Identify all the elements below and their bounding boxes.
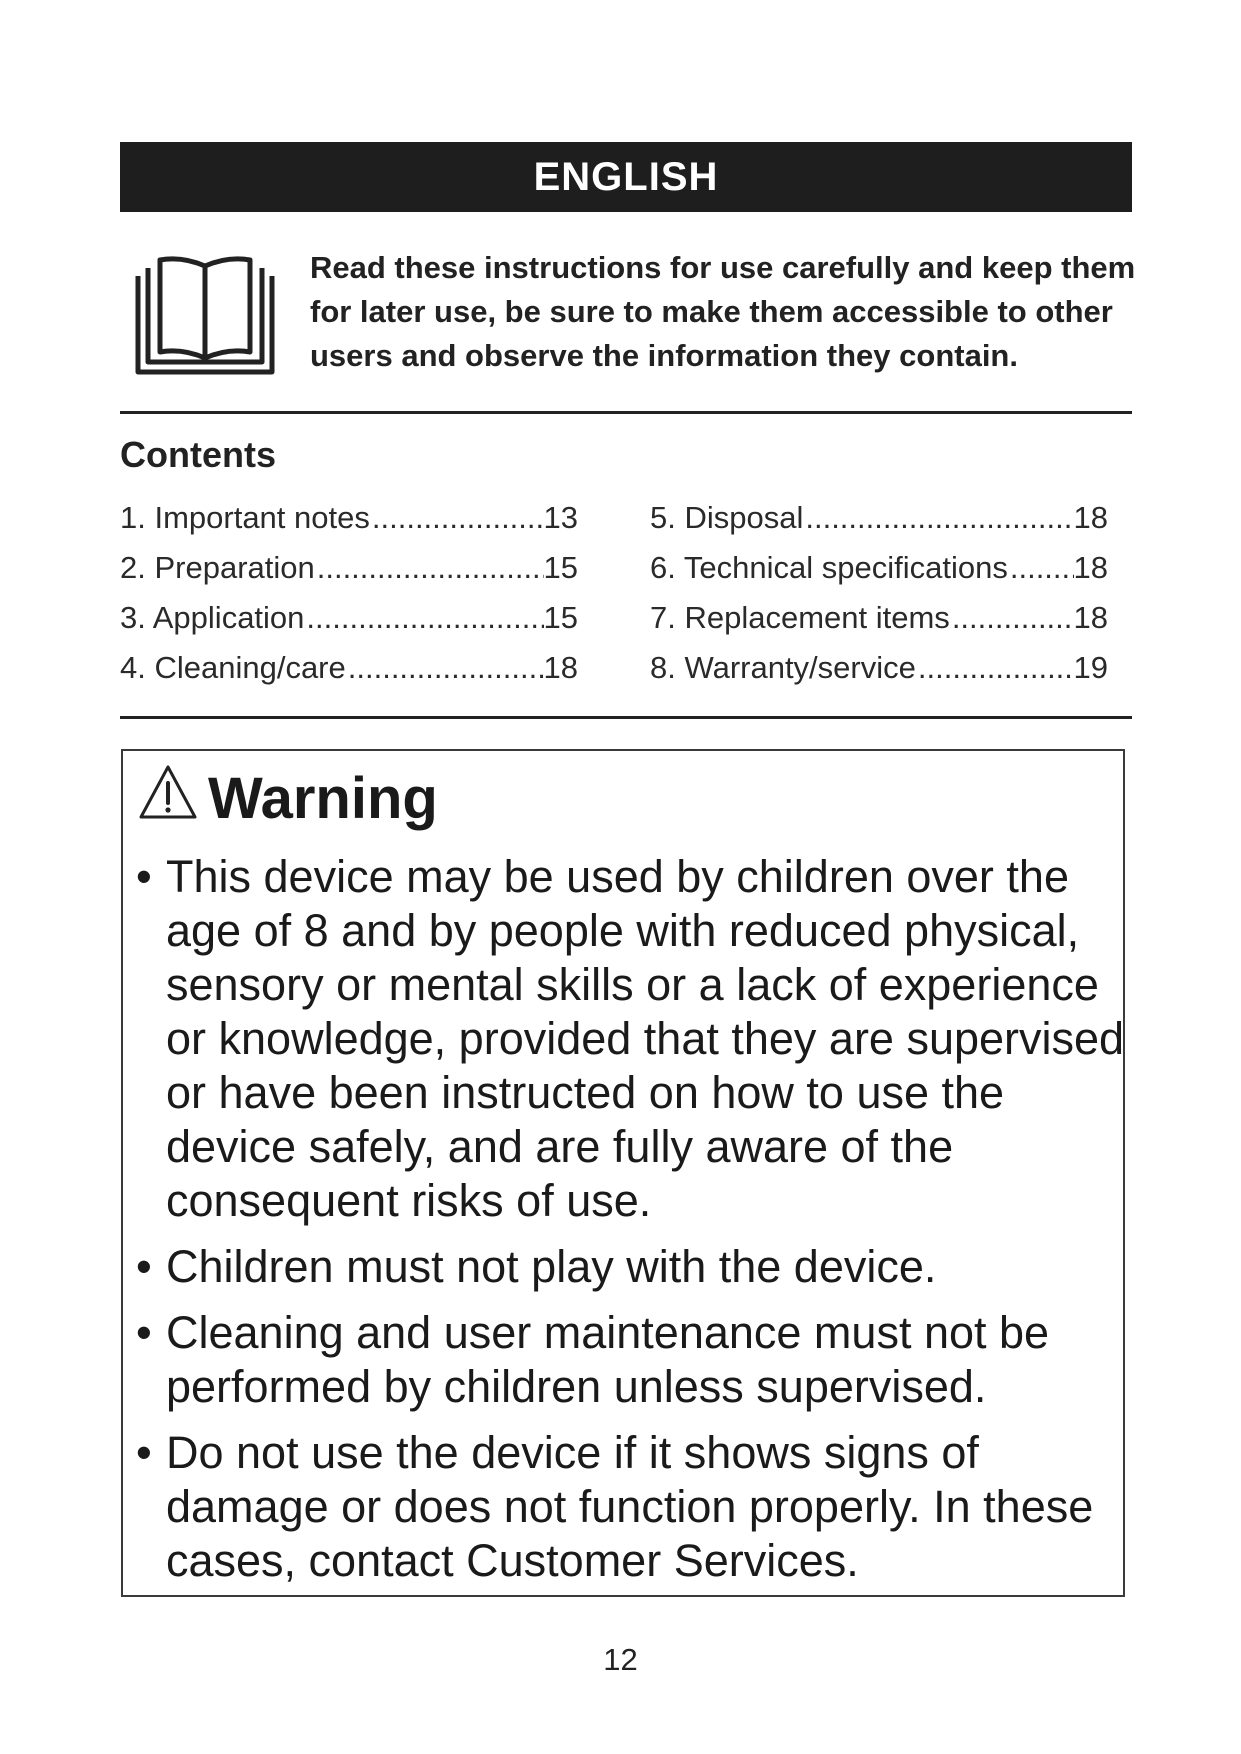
toc-entry-page: 15 [543,600,578,635]
warning-item [136,1426,1126,1588]
toc-right-column [650,500,1108,700]
toc-entry [120,500,578,550]
warning-item [136,1306,1126,1414]
toc-entry-page: 18 [1073,550,1108,585]
toc-entry-page: 18 [543,650,578,685]
toc-entry-page: 18 [1073,600,1108,635]
warning-item-text: This device may be used by children over the age of 8 and by people with reduced physical, sensory or mental skills or a lack of experience or knowledge, provided that they are supervised or have been instructed on how to use the device safely, and are fully aware of the consequent risks of use. [166,851,1125,1226]
bullet-icon: • [136,1427,152,1478]
toc-entry [650,650,1108,700]
toc-entry-label: 4. Cleaning/care [120,650,346,685]
bullet-icon: • [136,1307,152,1358]
open-book-icon [134,254,276,378]
toc-entry [120,650,578,700]
contents-heading: Contents [120,434,276,475]
toc-entry [650,500,1108,550]
toc-left-column [120,500,578,700]
warning-triangle-icon [137,763,199,821]
warning-title: Warning [208,766,438,831]
toc-entry [650,550,1108,600]
warning-item-text: Do not use the device if it shows signs of damage or does not function properly. In these cases, contact Customer Services. [166,1427,1094,1586]
toc-entry [650,600,1108,650]
bullet-icon: • [136,851,152,902]
warning-item [136,850,1126,1228]
toc-entry-page: 19 [1073,650,1108,685]
divider-top [120,411,1132,414]
toc-entry-label: 5. Disposal [650,500,804,535]
divider-bottom [120,716,1132,719]
toc-entry-label: 8. Warranty/service [650,650,916,685]
language-label: ENGLISH [533,154,719,199]
bullet-icon: • [136,1241,152,1292]
toc-entry [120,550,578,600]
toc-entry-page: 13 [543,500,578,535]
warning-item-text: Cleaning and user maintenance must not be performed by children unless supervised. [166,1307,1050,1412]
toc-entry-label: 1. Important notes [120,500,370,535]
toc-entry [120,600,578,650]
language-header [120,142,1132,212]
warning-item-text: Children must not play with the device. [166,1241,937,1292]
toc-entry-page: 15 [543,550,578,585]
intro-text: Read these instructions for use carefully and keep them for later use, be sure to make them accessible to other users and observe the information they contain. [310,250,1136,373]
warning-list [136,850,1126,1600]
warning-item [136,1240,1126,1294]
toc-entry-label: 2. Preparation [120,550,315,585]
toc-entry-label: 3. Application [120,600,305,635]
page-number: 12 [603,1642,638,1677]
toc-entry-label: 6. Technical specifications [650,550,1008,585]
toc-entry-page: 18 [1073,500,1108,535]
toc-entry-label: 7. Replacement items [650,600,950,635]
